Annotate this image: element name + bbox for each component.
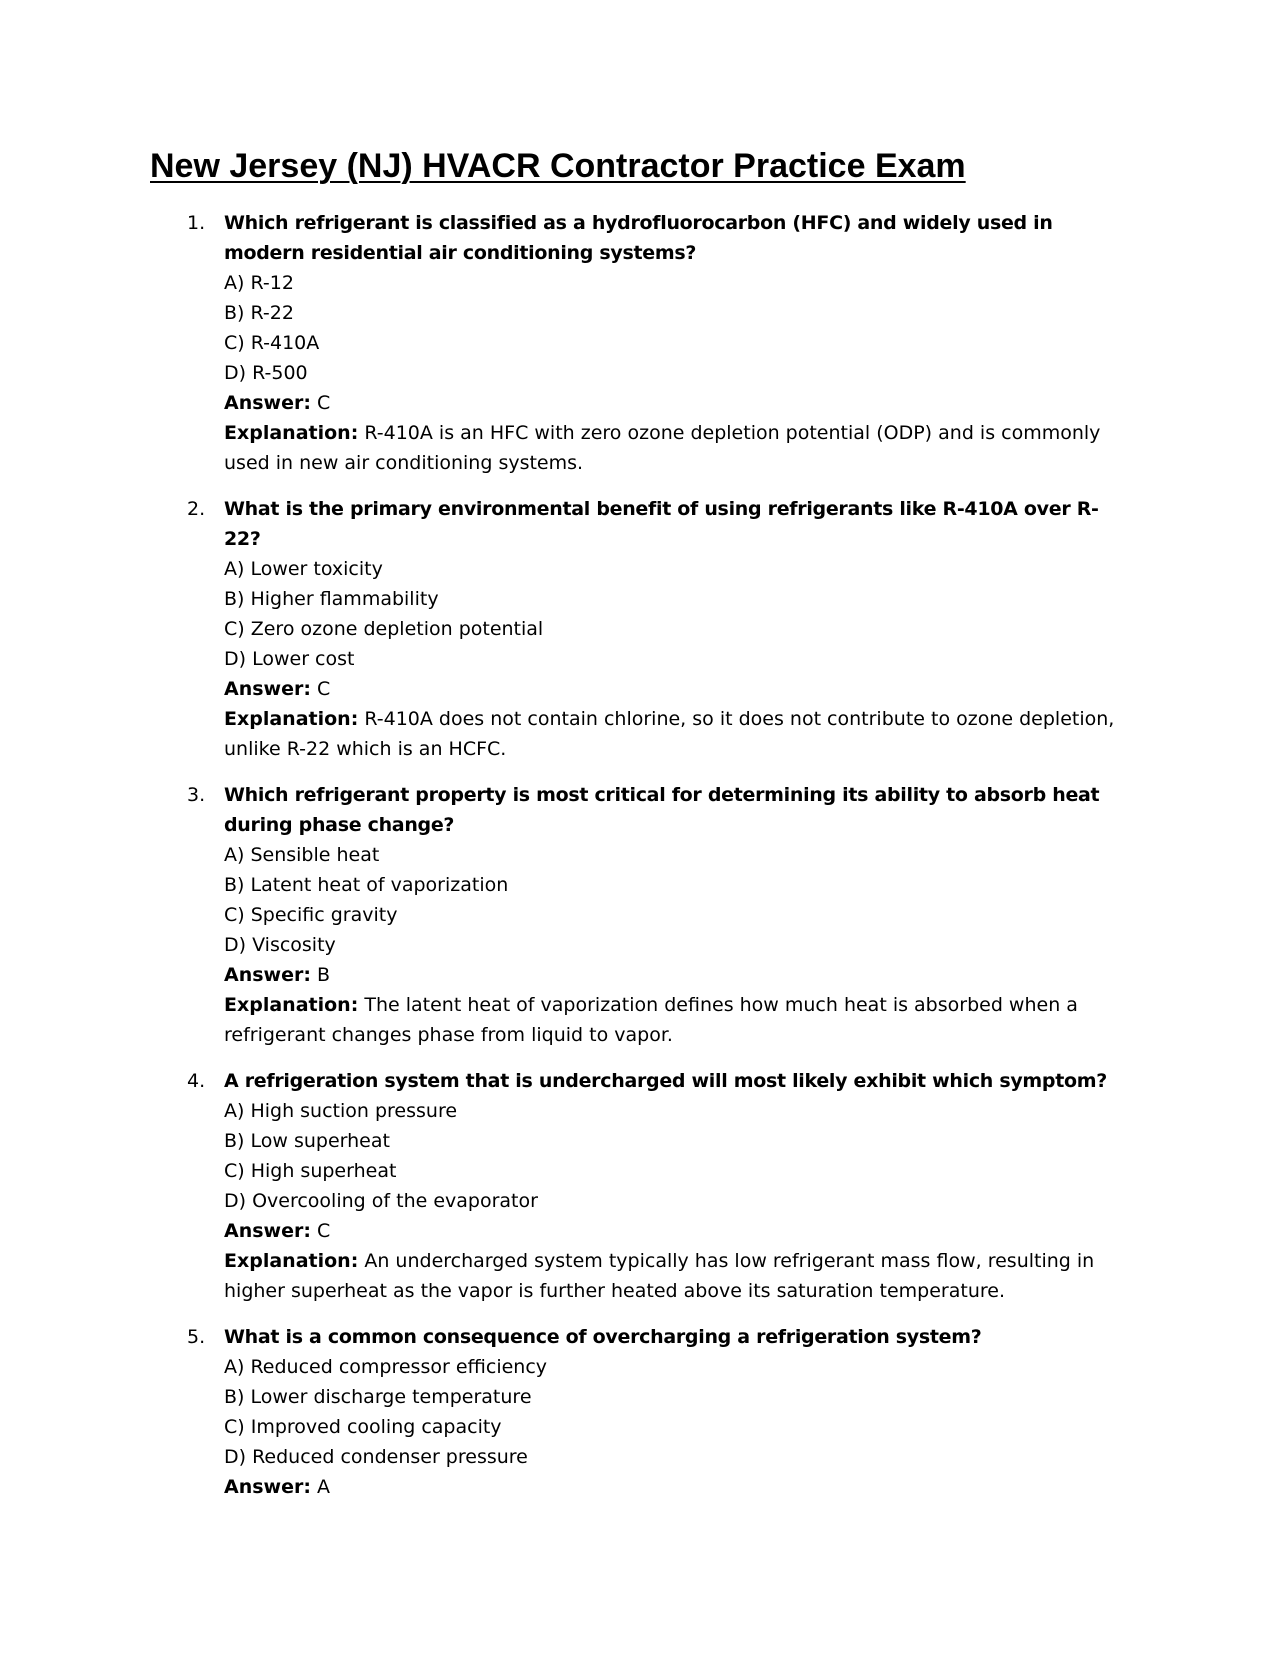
answer-line [224,1472,1124,1502]
explanation-label: Explanation: [224,1250,359,1272]
explanation-text: An undercharged system typically has low refrigerant mass flow, resulting in higher superheat as the vapor is further heated above its saturation temperature. [224,1250,1095,1302]
explanation-line [224,418,1124,478]
question-text: Which refrigerant is classified as a hydrofluorocarbon (HFC) and widely used in modern residential air conditioning systems? [224,212,1053,264]
answer-value: C [317,678,331,700]
option-c: C) Zero ozone depletion potential [224,618,544,640]
question-text: What is the primary environmental benefit of using refrigerants like R-410A over R-22? [224,498,1099,550]
question-number: 1. [187,212,206,234]
explanation-label: Explanation: [224,708,359,730]
question-item [0,1066,1124,1306]
option-b: B) Lower discharge temperature [224,1386,532,1408]
option-c: C) R-410A [224,332,320,354]
answer-label: Answer: [224,678,311,700]
explanation-label: Explanation: [224,994,359,1016]
option-a: A) Sensible heat [224,844,380,866]
answer-line [224,674,1124,704]
answer-label: Answer: [224,392,311,414]
explanation-text: R-410A does not contain chlorine, so it does not contribute to ozone depletion, unlike R-22 which is an HCFC. [224,708,1115,760]
explanation-text: R-410A is an HFC with zero ozone depletion potential (ODP) and is commonly used in new air conditioning systems. [224,422,1101,474]
answer-value: C [317,1220,331,1242]
answer-line [224,960,1124,990]
explanation-line [224,704,1124,764]
answer-line [224,1216,1124,1246]
option-d: D) Viscosity [224,934,336,956]
explanation-line [224,1246,1124,1306]
question-list [0,208,1280,1518]
question-number: 3. [187,784,206,806]
explanation-label: Explanation: [224,422,359,444]
explanation-line [224,990,1124,1050]
option-d: D) Reduced condenser pressure [224,1446,528,1468]
question-number: 4. [187,1070,206,1092]
question-text: What is a common consequence of overcharging a refrigeration system? [224,1326,982,1348]
question-number: 2. [187,498,206,520]
answer-value: A [317,1476,330,1498]
question-text: Which refrigerant property is most critical for determining its ability to absorb heat during phase change? [224,784,1100,836]
question-item [0,780,1124,1050]
question-item [0,494,1124,764]
question-item [0,208,1124,478]
answer-line [224,388,1124,418]
answer-label: Answer: [224,964,311,986]
question-number: 5. [187,1326,206,1348]
option-b: B) R-22 [224,302,294,324]
page-title: New Jersey (NJ) HVACR Contractor Practice Exam [150,147,966,185]
option-b: B) Latent heat of vaporization [224,874,509,896]
answer-label: Answer: [224,1220,311,1242]
option-d: D) Overcooling of the evaporator [224,1190,538,1212]
option-d: D) R-500 [224,362,308,384]
question-text: A refrigeration system that is undercharged will most likely exhibit which symptom? [224,1070,1107,1092]
explanation-text: The latent heat of vaporization defines how much heat is absorbed when a refrigerant changes phase from liquid to vapor. [224,994,1078,1046]
option-a: A) Lower toxicity [224,558,383,580]
option-a: A) Reduced compressor efficiency [224,1356,548,1378]
option-b: B) Higher flammability [224,588,439,610]
answer-value: B [317,964,331,986]
question-item [0,1322,1124,1502]
option-a: A) R-12 [224,272,294,294]
option-c: C) Improved cooling capacity [224,1416,502,1438]
answer-label: Answer: [224,1476,311,1498]
option-c: C) Specific gravity [224,904,398,926]
option-d: D) Lower cost [224,648,355,670]
option-c: C) High superheat [224,1160,397,1182]
answer-value: C [317,392,331,414]
option-b: B) Low superheat [224,1130,390,1152]
option-a: A) High suction pressure [224,1100,458,1122]
